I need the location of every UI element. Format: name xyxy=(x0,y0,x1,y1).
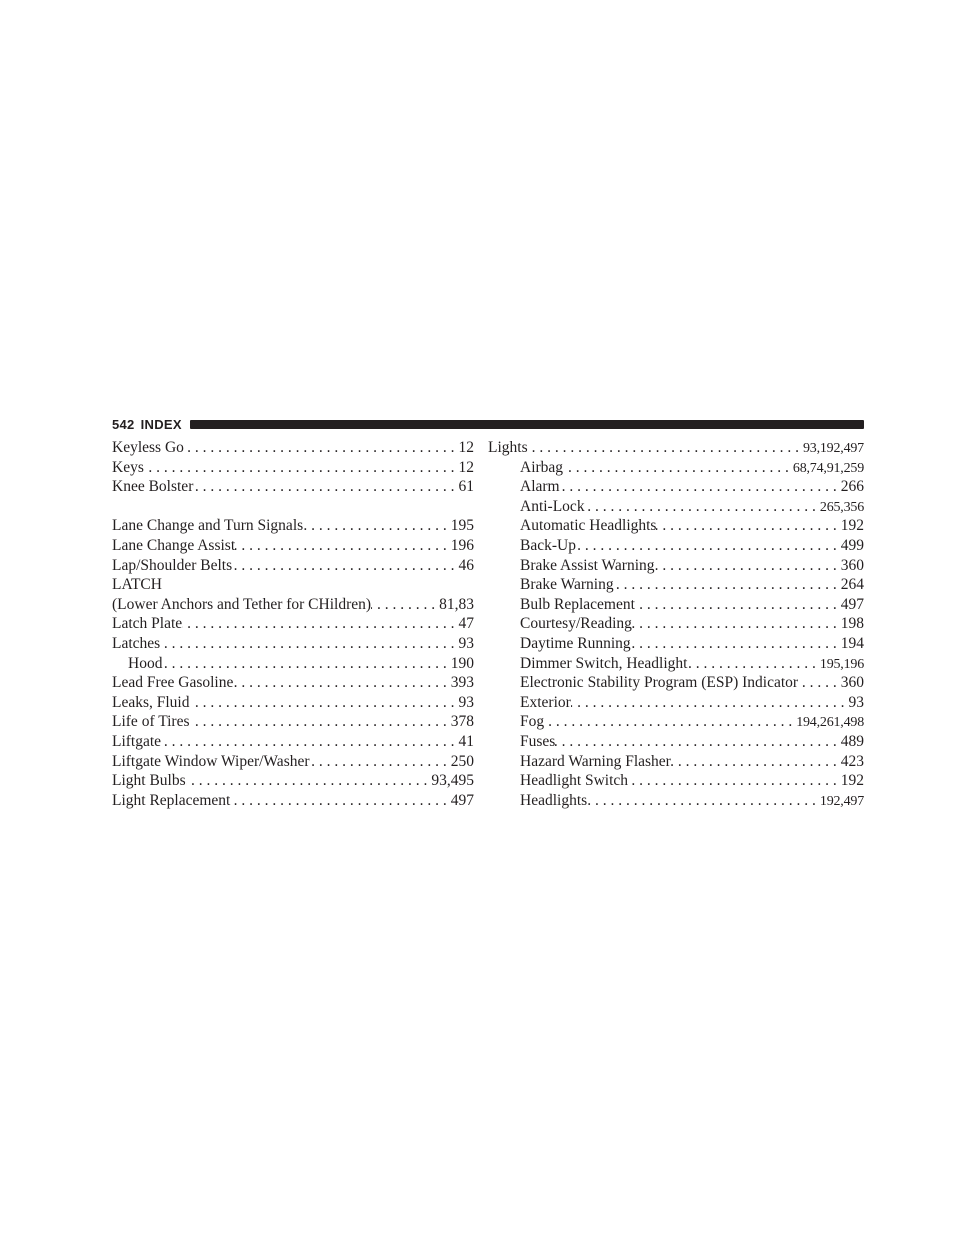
index-entry xyxy=(112,536,474,556)
index-subentry xyxy=(488,497,864,517)
dot-leader xyxy=(635,595,841,615)
index-pages: 489 xyxy=(840,732,864,750)
index-pages: 192 xyxy=(840,517,864,535)
index-pages: 190 xyxy=(450,654,474,672)
index-subentry xyxy=(488,654,864,674)
index-pages: 41 xyxy=(458,732,474,750)
index-subentry xyxy=(488,477,864,497)
index-term: Lane Change and Turn Signals xyxy=(112,517,304,535)
index-pages: 46 xyxy=(458,556,474,574)
dot-leader xyxy=(614,575,841,595)
index-entry xyxy=(112,595,474,615)
index-pages: 250 xyxy=(450,752,474,770)
index-term: Daytime Running xyxy=(520,634,631,652)
dot-leader xyxy=(184,438,459,458)
index-term: Liftgate xyxy=(112,732,162,750)
index-term: Light Bulbs xyxy=(112,772,186,790)
index-pages: 266 xyxy=(840,478,864,496)
dot-leader xyxy=(563,458,793,478)
dot-leader xyxy=(798,673,841,693)
index-term: Keys xyxy=(112,458,144,476)
index-pages: 68,74,91,259 xyxy=(792,460,864,476)
index-pages: 195,196 xyxy=(819,656,864,672)
index-term: Hazard Warning Flasher xyxy=(520,752,671,770)
index-pages: 12 xyxy=(458,439,474,456)
index-subentry xyxy=(488,673,864,693)
dot-leader xyxy=(555,732,840,752)
dot-leader xyxy=(303,516,451,536)
index-entry xyxy=(112,634,474,654)
index-subentry xyxy=(488,575,864,595)
index-entry xyxy=(112,732,474,752)
index-term: Dimmer Switch, Headlight xyxy=(520,654,688,672)
index-term: Knee Bolster xyxy=(112,478,194,496)
dot-leader xyxy=(528,438,803,458)
index-term: Latches xyxy=(112,634,161,652)
index-subentry xyxy=(488,732,864,752)
dot-leader xyxy=(655,556,841,576)
index-pages: 93 xyxy=(458,634,474,652)
index-term: Leaks, Fluid xyxy=(112,693,190,711)
index-column-left xyxy=(112,438,474,810)
index-pages: 192,497 xyxy=(819,793,864,809)
index-entry xyxy=(112,458,474,478)
index-term: Latch Plate xyxy=(112,615,183,633)
index-pages: 423 xyxy=(840,752,864,770)
index-term: (Lower Anchors and Tether for CHildren) xyxy=(112,595,372,613)
page-number: 542 xyxy=(112,416,135,432)
index-pages: 198 xyxy=(840,615,864,633)
dot-leader xyxy=(193,477,458,497)
index-pages: 499 xyxy=(840,536,864,554)
index-entry xyxy=(112,556,474,576)
dot-leader xyxy=(671,752,841,772)
index-subentry xyxy=(112,654,474,674)
index-entry xyxy=(112,516,474,536)
index-entry xyxy=(112,712,474,732)
header-rule xyxy=(190,420,864,429)
index-pages: 360 xyxy=(840,674,864,692)
index-term: Fog xyxy=(520,713,545,731)
dot-leader xyxy=(310,752,451,772)
index-pages: 81,83 xyxy=(439,595,474,613)
dot-leader xyxy=(576,536,841,556)
index-term: Fuses xyxy=(520,732,556,750)
index-term: Hood xyxy=(128,654,163,672)
dot-leader xyxy=(233,673,450,693)
index-term: Automatic Headlights xyxy=(520,517,657,535)
index-term: Alarm xyxy=(520,478,560,496)
index-entry xyxy=(112,614,474,634)
dot-leader xyxy=(656,516,840,536)
page-header xyxy=(112,413,864,435)
dot-leader xyxy=(162,654,450,674)
index-term: Electronic Stability Program (ESP) Indicator xyxy=(520,674,799,692)
index-subentry xyxy=(488,556,864,576)
index-pages: 194,261,498 xyxy=(796,715,864,731)
index-pages: 393 xyxy=(450,674,474,692)
index-term: Lap/Shoulder Belts xyxy=(112,556,233,574)
index-subentry xyxy=(488,634,864,654)
index-pages: 360 xyxy=(840,556,864,574)
index-subentry xyxy=(488,614,864,634)
index-pages: 93 xyxy=(458,693,474,711)
index-pages: 195 xyxy=(450,517,474,535)
dot-leader xyxy=(587,791,820,811)
index-entry xyxy=(112,693,474,713)
index-subentry xyxy=(488,536,864,556)
dot-leader xyxy=(232,556,458,576)
dot-leader xyxy=(190,693,459,713)
dot-leader xyxy=(182,614,458,634)
dot-leader xyxy=(585,497,820,517)
dot-leader xyxy=(161,732,458,752)
index-entry xyxy=(112,771,474,791)
dot-leader xyxy=(160,634,458,654)
index-entry xyxy=(112,438,474,458)
dot-leader xyxy=(571,693,849,713)
index-term: Back-Up xyxy=(520,536,576,554)
index-term: Brake Assist Warning xyxy=(520,556,655,574)
index-term: Light Replacement xyxy=(112,791,231,809)
index-subentry xyxy=(488,752,864,772)
index-term: Exterior xyxy=(520,693,571,711)
index-term: Lead Free Gasoline xyxy=(112,674,234,692)
index-pages: 196 xyxy=(450,536,474,554)
index-term: Keyless Go xyxy=(112,439,184,456)
dot-leader xyxy=(628,771,841,791)
dot-leader xyxy=(631,634,841,654)
index-term: Life of Tires xyxy=(112,713,190,731)
index-pages: 93,495 xyxy=(431,772,474,790)
index-entry xyxy=(112,575,474,595)
index-subentry xyxy=(488,458,864,478)
index-subentry xyxy=(488,693,864,713)
dot-leader xyxy=(230,791,450,811)
index-pages: 497 xyxy=(840,595,864,613)
index-pages: 378 xyxy=(450,713,474,731)
index-pages: 194 xyxy=(840,634,864,652)
index-term: Anti-Lock xyxy=(520,497,585,515)
dot-leader xyxy=(560,477,841,497)
index-term: Bulb Replacement xyxy=(520,595,635,613)
index-pages: 47 xyxy=(458,615,474,633)
index-term: Brake Warning xyxy=(520,576,614,594)
index-pages: 12 xyxy=(458,458,474,476)
index-entry xyxy=(112,752,474,772)
dot-leader xyxy=(190,712,451,732)
section-title: INDEX xyxy=(140,416,182,432)
index-entry xyxy=(488,438,864,458)
index-term: Headlights xyxy=(520,791,588,809)
index-column-right xyxy=(488,438,864,810)
index-entry xyxy=(112,477,474,497)
index-term: Airbag xyxy=(520,458,564,476)
index-term: Lane Change Assist xyxy=(112,536,236,554)
index-subentry xyxy=(488,712,864,732)
index-pages: 192 xyxy=(840,772,864,790)
index-pages: 93 xyxy=(848,693,864,711)
index-subentry xyxy=(488,771,864,791)
index-pages: 265,356 xyxy=(819,499,864,515)
index-subentry xyxy=(488,791,864,811)
index-pages: 497 xyxy=(450,791,474,809)
index-pages: 93,192,497 xyxy=(802,441,864,456)
dot-leader xyxy=(687,654,819,674)
dot-leader xyxy=(235,536,451,556)
index-entry xyxy=(112,673,474,693)
dot-leader xyxy=(544,712,796,732)
index-pages: 264 xyxy=(840,576,864,594)
index-pages: 61 xyxy=(458,478,474,496)
index-term: Headlight Switch xyxy=(520,772,629,790)
index-subentry xyxy=(488,516,864,536)
index-entry xyxy=(112,791,474,811)
index-term: Liftgate Window Wiper/Washer xyxy=(112,752,310,770)
dot-leader xyxy=(371,595,439,615)
dot-leader xyxy=(186,771,432,791)
index-term: Lights xyxy=(488,439,528,456)
index-term: Courtesy/Reading xyxy=(520,615,632,633)
index-subentry xyxy=(488,595,864,615)
dot-leader xyxy=(144,458,459,478)
dot-leader xyxy=(632,614,841,634)
index-term: LATCH xyxy=(112,576,162,594)
